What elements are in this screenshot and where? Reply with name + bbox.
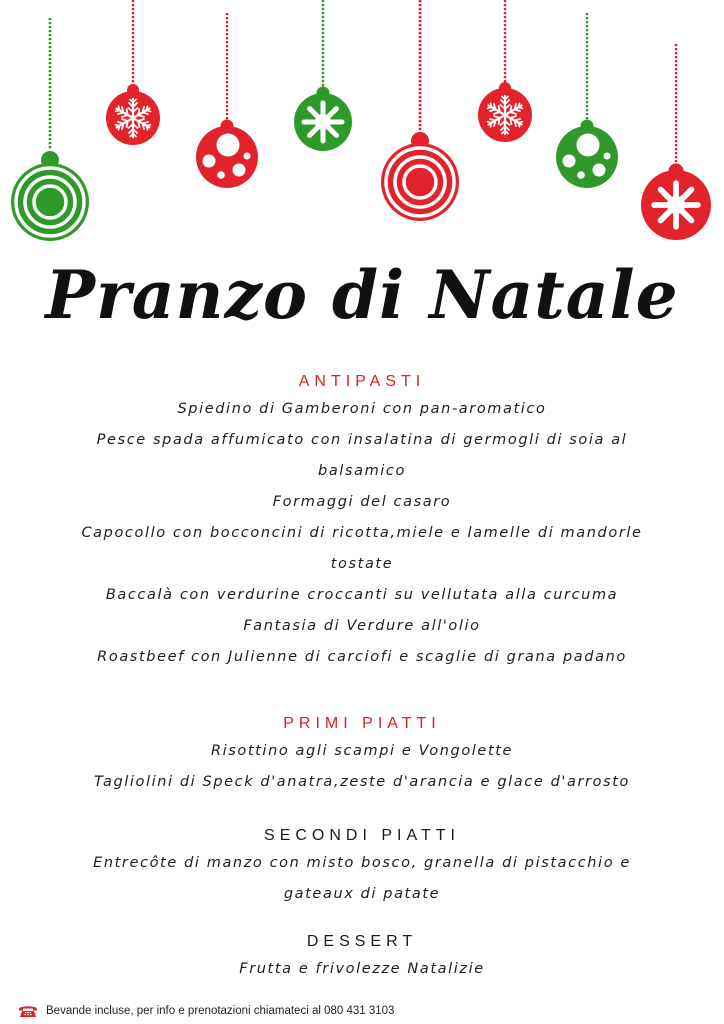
footer-contact	[18, 1001, 394, 1021]
ornament-red-dots	[196, 13, 258, 188]
christmas-ornaments-decoration	[0, 0, 724, 250]
menu-item: Roastbeef con Julienne di carciofi e scaglie di grana padano	[97, 649, 627, 665]
menu-item: Risottino agli scampi e Vongolette	[210, 743, 514, 759]
ornament-green-asterisk	[294, 0, 352, 151]
page-title: Pranzo di Natale	[45, 256, 679, 334]
ornament-red-snowflake	[106, 0, 160, 145]
ornament-green-rings	[11, 18, 89, 241]
section-heading: SECONDI PIATTI	[264, 827, 460, 844]
menu-item: Formaggi del casaro	[272, 494, 452, 510]
menu-item: Fantasia di Verdure all'olio	[243, 618, 481, 634]
footer-text: Bevande incluse, per info e prenotazioni chiamateci al 080 431 3103	[46, 1005, 395, 1017]
section-heading: PRIMI PIATTI	[283, 715, 441, 732]
section-secondi-piatti	[0, 824, 724, 910]
menu-item: Frutta e frivolezze Natalizie	[239, 961, 485, 977]
menu-item: Entrecôte di manzo con misto bosco, granella di pistacchio e	[93, 855, 631, 871]
section-heading: ANTIPASTI	[298, 373, 426, 390]
menu-item: Capocollo con bocconcini di ricotta,miele e lamelle di mandorle	[81, 525, 643, 541]
ornament-green-dots	[556, 13, 618, 188]
menu-item: Baccalà con verdurine croccanti su vellutata alla curcuma	[105, 587, 619, 603]
ornament-red-rings	[381, 0, 459, 221]
menu-item: Spiedino di Gamberoni con pan-aromatico	[177, 401, 547, 417]
menu-item: Pesce spada affumicato con insalatina di germogli di soia al	[96, 432, 628, 448]
section-dessert	[0, 930, 724, 985]
section-antipasti	[0, 370, 724, 673]
menu-item: Tagliolini di Speck d'anatra,zeste d'arancia e glace d'arrosto	[94, 774, 630, 790]
section-heading: DESSERT	[306, 933, 418, 950]
telephone-icon	[18, 1004, 38, 1018]
section-primi-piatti	[0, 712, 724, 798]
menu-item: gateaux di patate	[283, 886, 441, 902]
menu-item: balsamico	[318, 463, 406, 479]
menu-item: tostate	[330, 556, 394, 572]
ornament-red-snowflake	[478, 0, 532, 142]
ornament-red-asterisk	[641, 44, 711, 240]
